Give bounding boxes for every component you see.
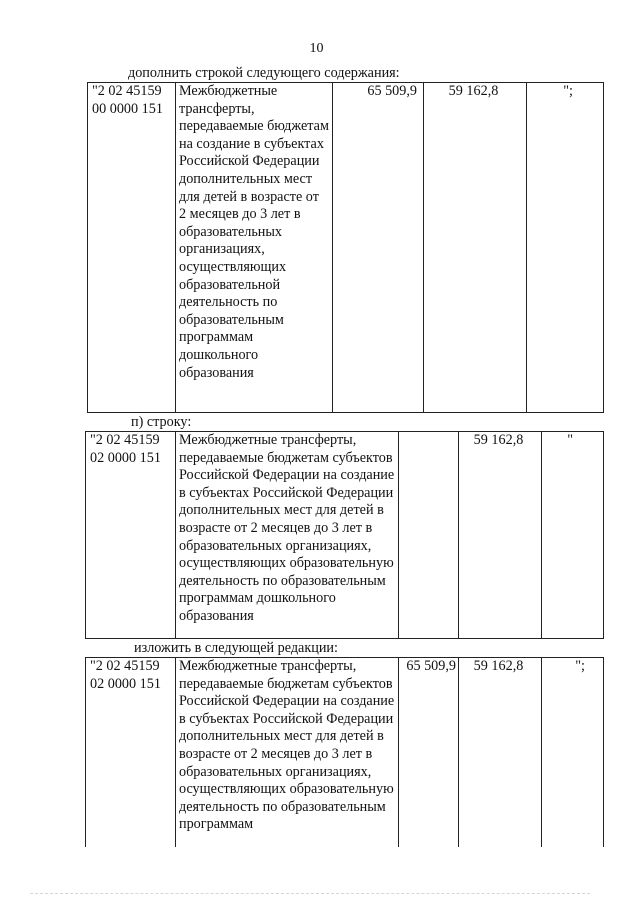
intro-text-add-row: дополнить строкой следующего содержания: [128,65,400,81]
closing-quote-cell: "; [527,83,604,413]
closing-quote-cell: " [542,432,604,639]
table-new-row [87,82,604,413]
amount-cell-1: 65 509,9 [399,658,459,848]
scan-edge-artifact [30,893,590,894]
budget-code-cell: "2 02 45159 00 0000 151 [88,83,176,413]
closing-quote-cell: "; [542,658,604,848]
intro-text-row: п) строку: [131,414,192,430]
amount-cell-1 [399,432,459,639]
description-cell: Межбюджетные трансферты, передаваемые бюджетам субъектов Российской Федерации на создание в субъектах Российской Федерации дополнительных мест для детей в возрасте от 2 месяцев до 3 лет в образовательных организациях, осуществляющих образовательную деятельность по образовательным программам [176,658,399,848]
amount-cell-1: 65 509,9 [333,83,424,413]
table-row [86,658,604,848]
description-cell: Межбюджетные трансферты, передаваемые бюджетам субъектов Российской Федерации на создание в субъектах Российской Федерации дополнительных мест для детей в возрасте от 2 месяцев до 3 лет в образовательных организациях, осуществляющих образовательную деятельность по образовательным программам дошкольного образования [176,432,399,639]
amount-cell-2: 59 162,8 [459,658,542,848]
table-old-row [85,431,604,639]
description-cell: Межбюджетные трансферты, передаваемые бюджетам на создание в субъектах Российской Федерации дополнительных мест для детей в возрасте от 2 месяцев до 3 лет в образовательных организациях, осуществляющих образовательной деятельность по образовательным программам дошкольного образования [176,83,333,413]
page-number: 10 [309,41,324,56]
intro-text-new-edition: изложить в следующей редакции: [134,640,338,656]
table-row [88,83,604,413]
amount-cell-2: 59 162,8 [424,83,527,413]
amount-cell-2: 59 162,8 [459,432,542,639]
budget-code-cell: "2 02 45159 02 0000 151 [86,432,176,639]
table-row [86,432,604,639]
table-new-edition [85,657,604,847]
budget-code-cell: "2 02 45159 02 0000 151 [86,658,176,848]
